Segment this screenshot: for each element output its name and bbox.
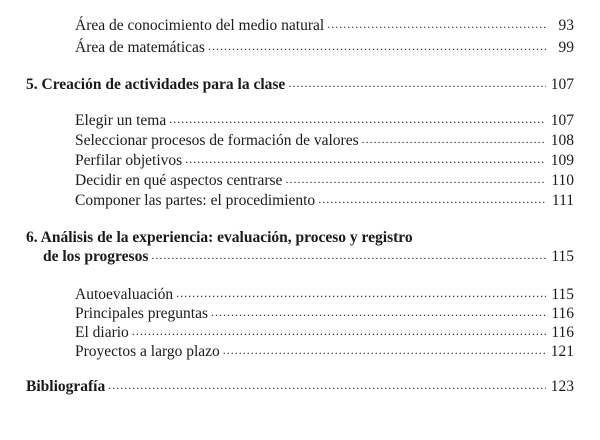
- toc-entry-page: 93: [558, 17, 574, 34]
- toc-leader-dots: [169, 111, 546, 125]
- chapter-page: 115: [551, 248, 574, 265]
- toc-entry-page: 109: [550, 152, 574, 169]
- toc-leader-dots: [185, 151, 546, 165]
- toc-entry-page: 108: [550, 132, 574, 149]
- toc-leader-dots: [223, 342, 546, 356]
- toc-entry-page: 115: [551, 286, 574, 303]
- toc-leader-dots: [362, 131, 546, 145]
- toc-entry-page: 121: [550, 343, 574, 360]
- toc-entry-page: 107: [550, 112, 574, 129]
- toc-leader-dots: [132, 323, 546, 337]
- toc-entry-label: Perfilar objetivos: [75, 152, 183, 169]
- toc-entry-page: 110: [551, 172, 574, 189]
- toc-entry[interactable]: [75, 304, 574, 323]
- toc-entry-page: 116: [551, 324, 574, 341]
- toc-entry[interactable]: [75, 191, 574, 210]
- toc-entry[interactable]: [75, 131, 574, 150]
- bibliography-title: Bibliografía: [26, 378, 106, 395]
- toc-entry-page: 99: [558, 39, 574, 56]
- toc-leader-dots: [176, 285, 546, 299]
- toc-entry-label: Principales preguntas: [75, 305, 209, 322]
- toc-entry[interactable]: [75, 111, 574, 130]
- toc-bibliography[interactable]: [26, 377, 574, 396]
- toc-entry[interactable]: [75, 171, 574, 190]
- toc-leader-dots: [151, 247, 546, 261]
- chapter-title: de los progresos: [43, 248, 149, 265]
- toc-leader-dots: [327, 16, 546, 30]
- toc-entry-label: Decidir en qué aspectos centrarse: [75, 172, 283, 189]
- toc-entry-label: Área de matemáticas: [75, 39, 205, 56]
- toc-entry-page: 116: [551, 305, 574, 322]
- chapter-page: 107: [550, 76, 574, 93]
- toc-leader-dots: [318, 191, 546, 205]
- toc-entry[interactable]: [75, 285, 574, 304]
- toc-entry-page: 111: [551, 192, 574, 209]
- toc-leader-dots: [285, 171, 546, 185]
- toc-entry-label: Proyectos a largo plazo: [75, 343, 220, 360]
- toc-entry[interactable]: [75, 38, 574, 57]
- toc-chapter-5[interactable]: [26, 75, 574, 94]
- toc-entry-label: Componer las partes: el procedimiento: [75, 192, 316, 209]
- toc-entry-label: Área de conocimiento del medio natural: [75, 17, 325, 34]
- toc-entry[interactable]: [75, 151, 574, 170]
- toc-entry-label: Seleccionar procesos de formación de valores: [75, 132, 359, 149]
- toc-chapter-6[interactable]: [43, 247, 574, 266]
- toc-entry-label: Autoevaluación: [75, 286, 174, 303]
- toc-entry[interactable]: [75, 342, 574, 361]
- toc-entry-label: El diario: [75, 324, 129, 341]
- chapter-title: 5. Creación de actividades para la clase: [26, 76, 286, 93]
- toc-leader-dots: [108, 377, 546, 391]
- toc-entry[interactable]: [75, 16, 574, 35]
- bibliography-page: 123: [550, 378, 574, 395]
- toc-entry-label: Elegir un tema: [75, 112, 167, 129]
- toc-leader-dots: [208, 38, 546, 52]
- toc-leader-dots: [211, 304, 546, 318]
- toc-entry[interactable]: [75, 323, 574, 342]
- toc-leader-dots: [288, 75, 546, 89]
- chapter-6-title-line1[interactable]: 6. Análisis de la experiencia: evaluación, proceso y registro: [26, 229, 413, 246]
